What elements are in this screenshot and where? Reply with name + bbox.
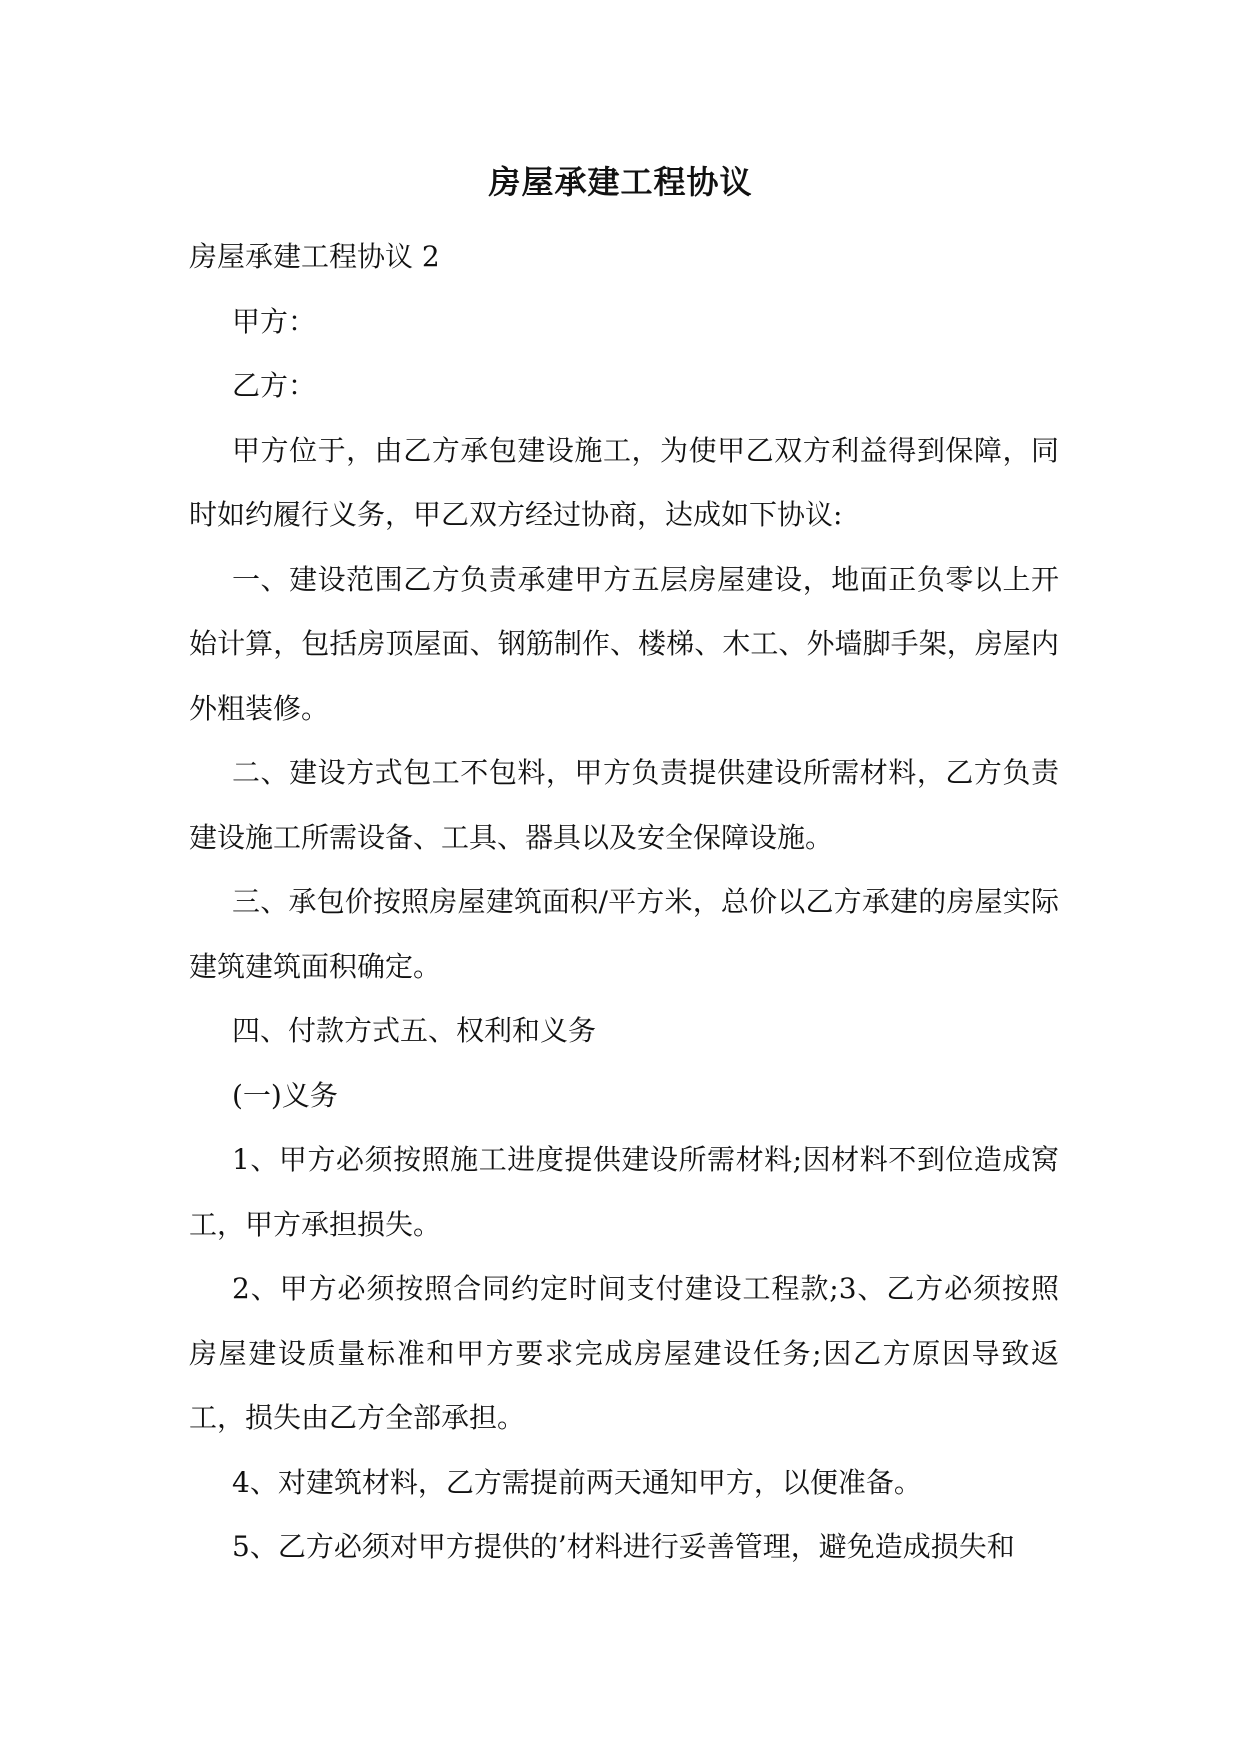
paragraph-party-b: 乙方： [232, 369, 317, 402]
paragraph-clause-3: 三、承包价按照房屋建筑面积/平方米，总价以乙方承建的房屋实际建筑建筑面积确定。 [189, 885, 1059, 983]
paragraph-obligation-2-3: 2、甲方必须按照合同约定时间支付建设工程款;3、乙方必须按照房屋建设质量标准和甲方要求完成房屋建设任务;因乙方原因导致返工，损失由乙方全部承担。 [189, 1272, 1059, 1434]
paragraph-preamble: 甲方位于，由乙方承包建设施工，为使甲乙双方利益得到保障，同时如约履行义务，甲乙双方经过协商，达成如下协议: [189, 433, 1059, 531]
paragraph-obligation-1: 1、甲方必须按照施工进度提供建设所需材料;因材料不到位造成窝工，甲方承担损失。 [189, 1143, 1059, 1241]
paragraph-subtitle: 房屋承建工程协议 2 [189, 240, 440, 273]
paragraph-clause-1: 一、建设范围乙方负责承建甲方五层房屋建设，地面正负零以上开始计算，包括房顶屋面、钢筋制作、楼梯、木工、外墙脚手架，房屋内外粗装修。 [189, 562, 1059, 725]
paragraph-obligations-heading: (一)义务 [232, 1078, 338, 1112]
paragraph-clause-4-5: 四、付款方式五、权利和义务 [232, 1014, 597, 1047]
paragraph-clause-2: 二、建设方式包工不包料，甲方负责提供建设所需材料，乙方负责建设施工所需设备、工具、器具以及安全保障设施。 [189, 756, 1059, 854]
paragraph-party-a: 甲方： [232, 304, 317, 338]
paragraph-obligation-5: 5、乙方必须对甲方提供的’材料进行妥善管理，避免造成损失和 [232, 1530, 1015, 1563]
document-body [189, 225, 1059, 1580]
paragraph-obligation-4: 4、对建筑材料，乙方需提前两天通知甲方，以便准备。 [232, 1465, 922, 1499]
document-title: 房屋承建工程协议 [488, 163, 753, 201]
